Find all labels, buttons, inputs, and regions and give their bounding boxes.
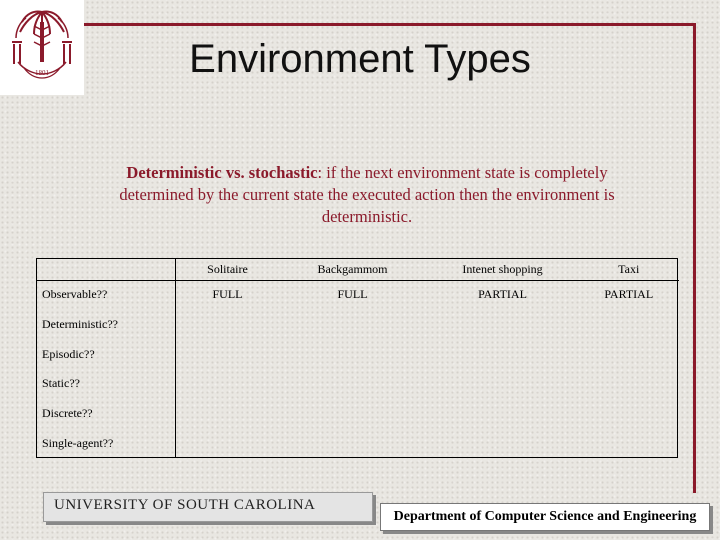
- table-cell: [279, 310, 426, 340]
- row-label: Discrete??: [36, 399, 176, 429]
- table-cell: FULL: [212, 287, 243, 302]
- table-cell: [579, 310, 679, 340]
- table-cell: [426, 369, 579, 399]
- table-cell: [579, 339, 679, 369]
- table-cell: [279, 369, 426, 399]
- table-row: [36, 339, 679, 369]
- frame-right-line: [693, 23, 696, 493]
- table-cell: FULL: [337, 287, 368, 302]
- logo-year: 1801: [35, 69, 49, 77]
- university-logo: [0, 0, 84, 95]
- table-cell: PARTIAL: [478, 287, 527, 302]
- table-cell: [176, 428, 280, 458]
- environment-table: [36, 258, 679, 458]
- row-label: Episodic??: [36, 339, 176, 369]
- definition-text: [88, 162, 646, 228]
- table-cell: PARTIAL: [604, 287, 654, 302]
- slide-title: Environment Types: [189, 37, 531, 81]
- column-header: Solitaire: [207, 261, 248, 276]
- row-label: Observable??: [36, 280, 176, 310]
- table-cell: [279, 428, 426, 458]
- row-label: Deterministic??: [36, 310, 176, 340]
- table-header-row: [36, 258, 679, 280]
- table-cell: [176, 310, 280, 340]
- column-header: Intenet shopping: [462, 261, 543, 276]
- table-cell: [279, 339, 426, 369]
- definition-term: Deterministic vs. stochastic: [126, 163, 318, 182]
- table-row: [36, 428, 679, 458]
- table-cell: [176, 339, 280, 369]
- table-cell: [579, 428, 679, 458]
- university-name-label: UNIVERSITY OF SOUTH CAROLINA: [43, 492, 373, 522]
- table-row: [36, 369, 679, 399]
- table-header-divider: [36, 280, 679, 281]
- table-cell: [426, 428, 579, 458]
- column-header: Taxi: [618, 261, 640, 276]
- table-cell: [579, 399, 679, 429]
- table-cell: [176, 369, 280, 399]
- palmetto-tree-seal-icon: [4, 4, 80, 91]
- table-cell: [426, 310, 579, 340]
- row-label: Single-agent??: [36, 428, 176, 458]
- table-cell: [426, 399, 579, 429]
- definition-body: : if the next environment state is completely determined by the current state the executed action then the environment is deterministic.: [119, 163, 615, 226]
- table-cell: [579, 369, 679, 399]
- table-cell: [176, 399, 280, 429]
- table-row: [36, 399, 679, 429]
- department-name-label: Department of Computer Science and Engineering: [380, 503, 710, 531]
- table-row: [36, 310, 679, 340]
- frame-top-line: [84, 23, 696, 26]
- column-header: Backgammom: [317, 261, 388, 276]
- table-cell: [426, 339, 579, 369]
- header-corner-cell: [36, 258, 176, 280]
- table-cell: [279, 399, 426, 429]
- row-label: Static??: [36, 369, 176, 399]
- table-row: [36, 280, 679, 310]
